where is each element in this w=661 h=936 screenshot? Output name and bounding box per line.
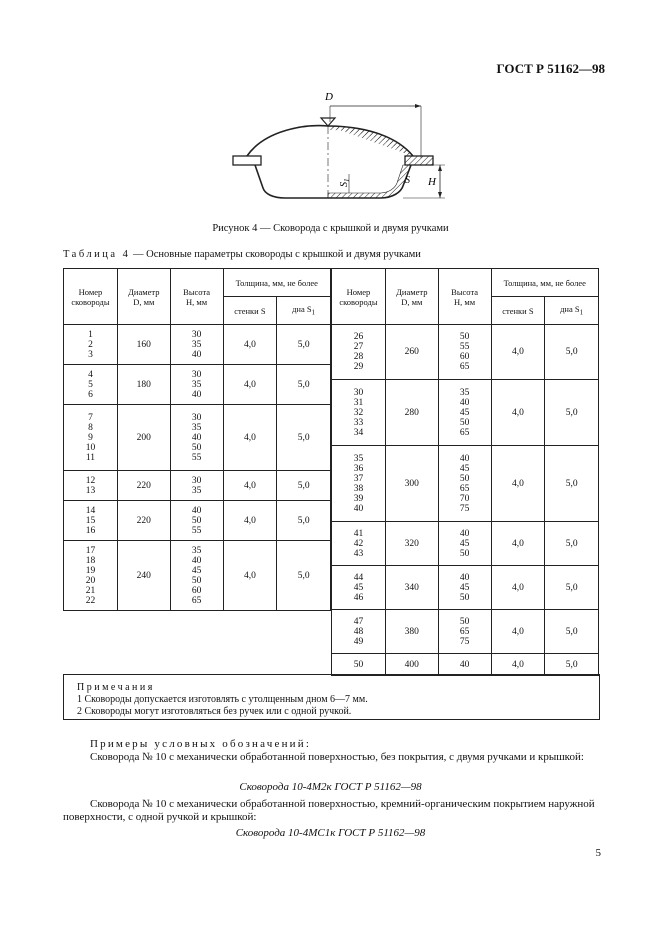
cell-value: 5,0 bbox=[565, 347, 578, 357]
cell-heights bbox=[438, 380, 491, 446]
cell-value: 50 bbox=[459, 417, 470, 428]
cell-heights bbox=[170, 365, 223, 405]
cell-wall-thickness bbox=[223, 405, 277, 471]
cell-numbers bbox=[332, 325, 386, 380]
cell-value: 5,0 bbox=[565, 659, 578, 670]
cell-diameter bbox=[117, 405, 170, 471]
cell-bottom-thickness bbox=[277, 501, 331, 541]
cell-value: 39 bbox=[353, 493, 364, 504]
cell-value: 22 bbox=[85, 595, 96, 606]
cell-value: 300 bbox=[404, 478, 419, 489]
cell-diameter bbox=[117, 365, 170, 405]
cell-bottom-thickness bbox=[545, 522, 599, 566]
cell-value: 35 bbox=[191, 422, 202, 433]
cell-value: 280 bbox=[404, 407, 419, 418]
header-diameter: Диаметр D, мм bbox=[385, 269, 438, 325]
note-item: 2 Сковороды могут изготовляться без ручек или с одной ручкой. bbox=[77, 706, 352, 717]
cell-diameter bbox=[117, 541, 170, 611]
cell-value: 4,0 bbox=[243, 379, 256, 390]
cell-value: 30 bbox=[191, 369, 202, 380]
cell-value: 4,0 bbox=[511, 659, 524, 670]
cell-diameter bbox=[385, 654, 438, 676]
cell-value: 42 bbox=[353, 538, 364, 549]
cell-value: 4,0 bbox=[511, 407, 524, 418]
cell-value: 44 bbox=[353, 572, 364, 583]
cell-numbers bbox=[332, 446, 386, 522]
cell-heights bbox=[438, 522, 491, 566]
cell-value: 5,0 bbox=[297, 432, 310, 443]
cell-value: 220 bbox=[136, 480, 151, 491]
cell-value: 55 bbox=[191, 452, 202, 463]
cell-diameter bbox=[385, 325, 438, 380]
table-row bbox=[332, 654, 599, 676]
cell-value: 28 bbox=[353, 352, 364, 362]
table-row bbox=[64, 471, 331, 501]
cell-value: 40 bbox=[459, 659, 470, 670]
cell-value: 4,0 bbox=[511, 538, 524, 549]
cell-value: 33 bbox=[353, 417, 364, 428]
cell-wall-thickness bbox=[223, 325, 277, 365]
cell-value: 29 bbox=[353, 362, 364, 372]
notes-box bbox=[63, 674, 600, 720]
cell-value: 65 bbox=[459, 483, 470, 494]
table-title: Таблица 4 — Основные параметры сковороды с крышкой и двумя ручками bbox=[63, 249, 421, 260]
cell-diameter bbox=[385, 522, 438, 566]
cell-value: 16 bbox=[85, 525, 96, 536]
dimension-s-label: S bbox=[405, 175, 410, 186]
header-bottom: дна $S_1$ bbox=[545, 297, 599, 325]
cell-value: 26 bbox=[353, 332, 364, 342]
cell-value: 40 bbox=[459, 453, 470, 464]
cell-value: 5,0 bbox=[565, 478, 578, 489]
cell-bottom-thickness bbox=[277, 541, 331, 611]
cell-heights bbox=[170, 541, 223, 611]
header-thickness: Толщина, мм, не более bbox=[491, 269, 599, 297]
cell-value: 13 bbox=[85, 485, 96, 496]
cell-value: 45 bbox=[353, 582, 364, 593]
cell-wall-thickness bbox=[491, 380, 545, 446]
cell-value: 5,0 bbox=[565, 538, 578, 549]
cell-value: 12 bbox=[85, 475, 96, 486]
cell-value: 27 bbox=[353, 342, 364, 352]
cell-value: 5,0 bbox=[297, 480, 310, 491]
cell-value: 40 bbox=[191, 349, 202, 360]
cell-value: 19 bbox=[85, 565, 96, 576]
examples-title: Примеры условных обозначений: bbox=[90, 738, 312, 750]
cell-value: 5,0 bbox=[297, 515, 310, 526]
cell-bottom-thickness bbox=[545, 446, 599, 522]
cell-value: 36 bbox=[353, 463, 364, 474]
cell-value: 45 bbox=[459, 407, 470, 418]
cell-wall-thickness bbox=[491, 325, 545, 380]
cell-value: 9 bbox=[88, 432, 93, 443]
cell-value: 5,0 bbox=[297, 339, 310, 350]
cell-heights bbox=[170, 325, 223, 365]
cell-numbers bbox=[332, 522, 386, 566]
header-wall: стенки S bbox=[491, 297, 545, 325]
cell-value: 40 bbox=[459, 572, 470, 583]
cell-value: 17 bbox=[85, 545, 96, 556]
cell-heights bbox=[438, 325, 491, 380]
cell-value: 260 bbox=[404, 347, 419, 357]
dimension-h-label: H bbox=[428, 176, 436, 188]
cell-value: 4,0 bbox=[511, 478, 524, 489]
cell-value: 220 bbox=[136, 515, 151, 526]
document-code: ГОСТ Р 51162—98 bbox=[496, 61, 605, 76]
cell-value: 15 bbox=[85, 515, 96, 526]
cell-value: 45 bbox=[191, 565, 202, 576]
cell-value: 30 bbox=[353, 387, 364, 398]
cell-value: 160 bbox=[136, 339, 151, 350]
cell-value: 2 bbox=[88, 339, 93, 350]
table-row bbox=[64, 501, 331, 541]
cell-value: 38 bbox=[353, 483, 364, 494]
cell-value: 55 bbox=[191, 525, 202, 536]
table-row bbox=[332, 446, 599, 522]
cell-value: 40 bbox=[191, 505, 202, 516]
cell-value: 40 bbox=[191, 432, 202, 443]
cell-value: 20 bbox=[85, 575, 96, 586]
cell-value: 65 bbox=[459, 427, 470, 438]
header-number: Номер сковороды bbox=[64, 269, 118, 325]
cell-value: 34 bbox=[353, 427, 364, 438]
cell-value: 41 bbox=[353, 528, 364, 539]
cell-value: 30 bbox=[191, 329, 202, 340]
cell-value: 5,0 bbox=[565, 407, 578, 418]
cell-value: 5,0 bbox=[565, 582, 578, 593]
cell-value: 60 bbox=[191, 585, 202, 596]
cell-bottom-thickness bbox=[277, 365, 331, 405]
cell-value: 40 bbox=[191, 389, 202, 400]
cell-bottom-thickness bbox=[545, 380, 599, 446]
example-paragraph-2: Сковорода № 10 с механически обработанной поверхностью, кремний-органическим покрытием наружной поверхности, с одной ручкой и крышкой: bbox=[63, 798, 595, 823]
cell-value: 5,0 bbox=[297, 379, 310, 390]
cell-heights bbox=[170, 501, 223, 541]
table-row bbox=[64, 325, 331, 365]
cell-value: 50 bbox=[459, 548, 470, 559]
cell-value: 31 bbox=[353, 397, 364, 408]
table-row bbox=[332, 566, 599, 610]
header-bottom: дна $S_1$ bbox=[277, 297, 331, 325]
cell-value: 4,0 bbox=[511, 347, 524, 357]
cell-value: 180 bbox=[136, 379, 151, 390]
cell-numbers bbox=[332, 654, 386, 676]
cell-bottom-thickness bbox=[277, 325, 331, 365]
cell-value: 1 bbox=[88, 329, 93, 340]
cell-heights bbox=[170, 405, 223, 471]
cell-value: 49 bbox=[353, 636, 364, 647]
cell-diameter bbox=[385, 446, 438, 522]
example-paragraph-1: Сковорода № 10 с механически обработанной поверхностью, без покрытия, с двумя ручками и крышкой: bbox=[90, 751, 584, 763]
cell-numbers bbox=[332, 610, 386, 654]
cell-value: 380 bbox=[404, 626, 419, 637]
cell-bottom-thickness bbox=[545, 566, 599, 610]
cell-bottom-thickness bbox=[545, 654, 599, 676]
cell-numbers bbox=[64, 541, 118, 611]
cell-value: 320 bbox=[404, 538, 419, 549]
cell-wall-thickness bbox=[223, 501, 277, 541]
cell-value: 35 bbox=[191, 545, 202, 556]
cell-value: 4,0 bbox=[243, 570, 256, 581]
cell-heights bbox=[438, 654, 491, 676]
header-diameter: Диаметр D, мм bbox=[117, 269, 170, 325]
example-code-2: Сковорода 10-4МС1к ГОСТ Р 51162—98 bbox=[235, 827, 426, 839]
cell-value: 50 bbox=[459, 473, 470, 484]
cell-heights bbox=[438, 610, 491, 654]
cell-wall-thickness bbox=[491, 610, 545, 654]
cell-value: 8 bbox=[88, 422, 93, 433]
cell-value: 70 bbox=[459, 493, 470, 504]
cell-diameter bbox=[117, 471, 170, 501]
header-height: Высота H, мм bbox=[438, 269, 491, 325]
cell-bottom-thickness bbox=[277, 471, 331, 501]
cell-value: 43 bbox=[353, 548, 364, 559]
dimension-s1-label: $S_1$ bbox=[339, 178, 351, 187]
cell-value: 5,0 bbox=[565, 626, 578, 637]
cell-value: 4,0 bbox=[243, 432, 256, 443]
cell-value: 60 bbox=[459, 352, 470, 362]
cell-value: 35 bbox=[459, 387, 470, 398]
cell-value: 75 bbox=[459, 503, 470, 514]
table-row bbox=[64, 541, 331, 611]
cell-value: 4 bbox=[88, 369, 93, 380]
cell-diameter bbox=[117, 501, 170, 541]
cell-wall-thickness bbox=[491, 654, 545, 676]
cell-value: 40 bbox=[459, 397, 470, 408]
cell-value: 21 bbox=[85, 585, 96, 596]
cell-diameter bbox=[117, 325, 170, 365]
cell-value: 65 bbox=[459, 362, 470, 372]
table-row bbox=[332, 380, 599, 446]
cell-value: 200 bbox=[136, 432, 151, 443]
notes-title: Примечания bbox=[77, 682, 155, 693]
cell-heights bbox=[438, 566, 491, 610]
cell-value: 55 bbox=[459, 342, 470, 352]
cell-diameter bbox=[385, 610, 438, 654]
cell-value: 35 bbox=[191, 379, 202, 390]
cell-wall-thickness bbox=[491, 522, 545, 566]
parameters-table-right bbox=[331, 268, 599, 676]
cell-value: 3 bbox=[88, 349, 93, 360]
cell-value: 6 bbox=[88, 389, 93, 400]
cell-wall-thickness bbox=[223, 541, 277, 611]
cell-value: 30 bbox=[191, 412, 202, 423]
cell-value: 5 bbox=[88, 379, 93, 390]
cell-value: 40 bbox=[353, 503, 364, 514]
cell-diameter bbox=[385, 380, 438, 446]
header-wall: стенки S bbox=[223, 297, 277, 325]
cell-bottom-thickness bbox=[545, 325, 599, 380]
cell-value: 40 bbox=[191, 555, 202, 566]
cell-value: 11 bbox=[85, 452, 96, 463]
cell-value: 40 bbox=[459, 528, 470, 539]
cell-heights bbox=[170, 471, 223, 501]
dimension-d-label: D bbox=[325, 91, 333, 103]
cell-value: 65 bbox=[459, 626, 470, 637]
cell-value: 4,0 bbox=[511, 626, 524, 637]
page-number: 5 bbox=[595, 847, 601, 859]
cell-value: 400 bbox=[404, 659, 419, 670]
table-row bbox=[332, 325, 599, 380]
parameters-table-left bbox=[63, 268, 331, 611]
cell-value: 37 bbox=[353, 473, 364, 484]
table-row bbox=[332, 522, 599, 566]
cell-heights bbox=[438, 446, 491, 522]
header-thickness: Толщина, мм, не более bbox=[223, 269, 331, 297]
cell-value: 4,0 bbox=[243, 480, 256, 491]
cell-bottom-thickness bbox=[545, 610, 599, 654]
cell-value: 240 bbox=[136, 570, 151, 581]
note-item: 1 Сковороды допускается изготовлять с утолщенным дном 6—7 мм. bbox=[77, 694, 368, 705]
cell-value: 50 bbox=[459, 332, 470, 342]
cell-value: 7 bbox=[88, 412, 93, 423]
cell-value: 340 bbox=[404, 582, 419, 593]
cell-value: 50 bbox=[459, 592, 470, 603]
cell-value: 35 bbox=[191, 339, 202, 350]
cell-value: 18 bbox=[85, 555, 96, 566]
cell-value: 50 bbox=[191, 575, 202, 586]
cell-value: 35 bbox=[191, 485, 202, 496]
cell-numbers bbox=[64, 325, 118, 365]
cell-value: 50 bbox=[191, 442, 202, 453]
cell-value: 65 bbox=[191, 595, 202, 606]
cell-value: 30 bbox=[191, 475, 202, 486]
cell-numbers bbox=[332, 566, 386, 610]
table-row bbox=[64, 365, 331, 405]
cell-value: 47 bbox=[353, 616, 364, 627]
cell-value: 35 bbox=[353, 453, 364, 464]
cell-wall-thickness bbox=[223, 471, 277, 501]
cell-value: 5,0 bbox=[297, 570, 310, 581]
cell-wall-thickness bbox=[223, 365, 277, 405]
cell-value: 4,0 bbox=[243, 515, 256, 526]
cell-value: 45 bbox=[459, 582, 470, 593]
cell-numbers bbox=[64, 471, 118, 501]
cell-numbers bbox=[64, 405, 118, 471]
cell-value: 50 bbox=[459, 616, 470, 627]
cell-value: 10 bbox=[85, 442, 96, 453]
frying-pan-drawing bbox=[225, 88, 465, 208]
cell-diameter bbox=[385, 566, 438, 610]
table-row bbox=[64, 405, 331, 471]
cell-value: 45 bbox=[459, 538, 470, 549]
cell-numbers bbox=[64, 501, 118, 541]
cell-value: 45 bbox=[459, 463, 470, 474]
cell-bottom-thickness bbox=[277, 405, 331, 471]
cell-value: 4,0 bbox=[511, 582, 524, 593]
cell-value: 46 bbox=[353, 592, 364, 603]
cell-value: 48 bbox=[353, 626, 364, 637]
example-code-1: Сковорода 10-4М2к ГОСТ Р 51162—98 bbox=[239, 781, 422, 793]
cell-value: 32 bbox=[353, 407, 364, 418]
cell-value: 50 bbox=[191, 515, 202, 526]
cell-numbers bbox=[64, 365, 118, 405]
header-number: Номер сковороды bbox=[332, 269, 386, 325]
figure-caption: Рисунок 4 — Сковорода с крышкой и двумя ручками bbox=[212, 223, 449, 234]
table-row bbox=[332, 610, 599, 654]
cell-wall-thickness bbox=[491, 566, 545, 610]
cell-numbers bbox=[332, 380, 386, 446]
cell-value: 75 bbox=[459, 636, 470, 647]
header-height: Высота H, мм bbox=[170, 269, 223, 325]
cell-value: 50 bbox=[353, 659, 364, 670]
cell-wall-thickness bbox=[491, 446, 545, 522]
cell-value: 14 bbox=[85, 505, 96, 516]
cell-value: 4,0 bbox=[243, 339, 256, 350]
